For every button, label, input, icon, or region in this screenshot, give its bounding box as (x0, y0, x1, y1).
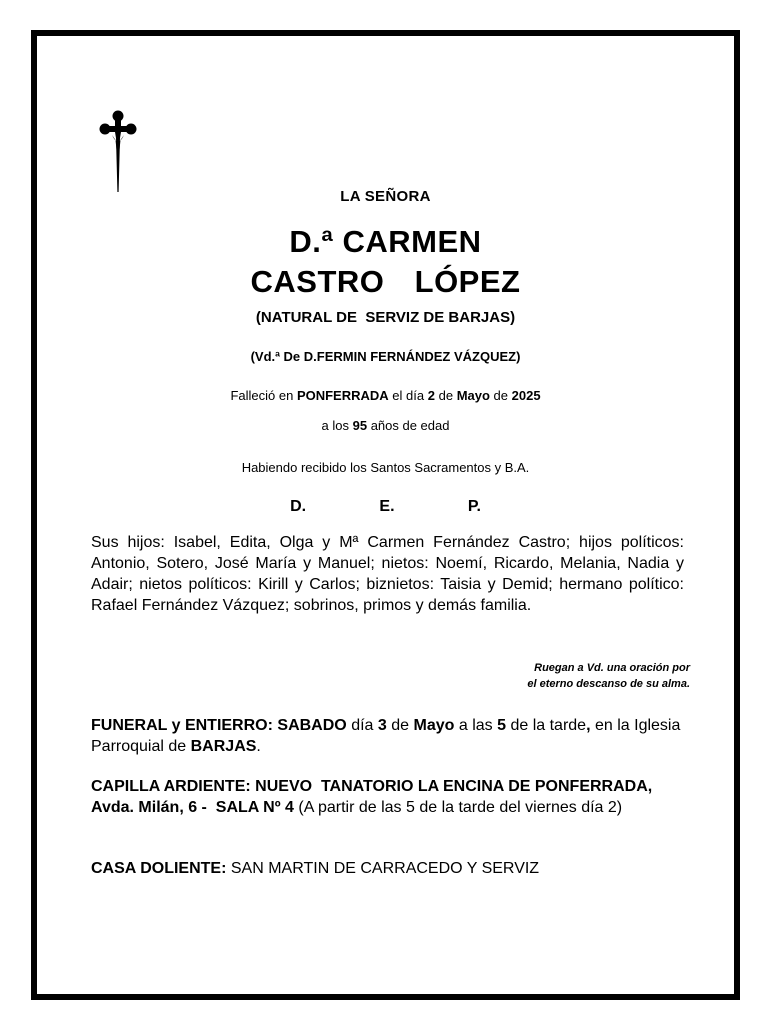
age-years: 95 (352, 418, 368, 433)
funeral-paragraph (91, 715, 684, 757)
funeral-text-5: en la Iglesia Parroquial de (91, 717, 681, 755)
funeral-end: . (256, 738, 261, 755)
sacraments-line: Habiendo recibido los Santos Sacramentos y B.A. (241, 460, 530, 475)
death-day: 2 (427, 388, 435, 403)
title-la-senora: LA SEÑORA (340, 188, 431, 205)
funeral-hour: 5 (497, 717, 507, 734)
dep-line: D. E. P. (290, 498, 481, 515)
cross-icon (99, 108, 137, 192)
age-pre: a los (321, 418, 349, 433)
widow-of: (Vd.ª De D.FERMIN FERNÁNDEZ VÁZQUEZ) (250, 349, 521, 364)
funeral-month: Mayo (413, 717, 455, 734)
prayer-line1: Ruegan a Vd. una oración por (534, 662, 690, 674)
family-paragraph: Sus hijos: Isabel, Edita, Olga y Mª Carmen Fernández Castro; hijos políticos: Antonio, Sotero, José María y Manuel; nietos: Noemí, Ricardo, Melania, Nadia y Adair; nietos políticos: Kirill y Carlos; biznietos: Taisia y Demid; hermano político: Rafael Fernández Vázquez; sobrinos, primos y demás familia. (91, 534, 684, 614)
death-place: PONFERRADA (296, 388, 389, 403)
death-month: Mayo (456, 388, 490, 403)
funeral-day: 3 (377, 717, 387, 734)
prayer-line2: el eterno descanso de su alma. (527, 678, 690, 690)
house-label: CASA DOLIENTE: (91, 860, 227, 877)
obituary-frame (31, 30, 740, 1000)
chapel-paragraph (91, 776, 684, 818)
house-paragraph (91, 858, 684, 879)
funeral-text-1: día (351, 717, 374, 734)
deceased-name-line1: D.ª CARMEN (289, 224, 482, 259)
death-of2: de (493, 388, 509, 403)
funeral-text-3: a las (458, 717, 493, 734)
funeral-comma: , (586, 717, 591, 734)
prayer-request (527, 660, 690, 692)
death-line (37, 388, 734, 403)
age-line (37, 418, 734, 433)
age-post: años de edad (370, 418, 450, 433)
funeral-place: BARJAS (190, 738, 257, 755)
chapel-hours: (A partir de las 5 de la tarde del viernes día 2) (298, 799, 623, 816)
chapel-location: NUEVO TANATORIO LA ENCINA DE PONFERRADA, Avda. Milán, 6 - SALA Nº 4 (91, 778, 657, 816)
death-mid: el día (392, 388, 425, 403)
deceased-name-line2: CASTRO LÓPEZ (250, 264, 521, 299)
chapel-label: CAPILLA ARDIENTE: (91, 778, 251, 795)
death-pre: Falleció en (230, 388, 294, 403)
house-address: SAN MARTIN DE CARRACEDO Y SERVIZ (230, 860, 540, 877)
death-year: 2025 (511, 388, 541, 403)
funeral-weekday: SABADO (277, 717, 347, 734)
funeral-text-2: de (391, 717, 410, 734)
death-of: de (438, 388, 454, 403)
deceased-origin: (NATURAL DE SERVIZ DE BARJAS) (255, 309, 516, 326)
funeral-label: FUNERAL y ENTIERRO: (91, 717, 273, 734)
funeral-text-4: de la tarde (510, 717, 587, 734)
